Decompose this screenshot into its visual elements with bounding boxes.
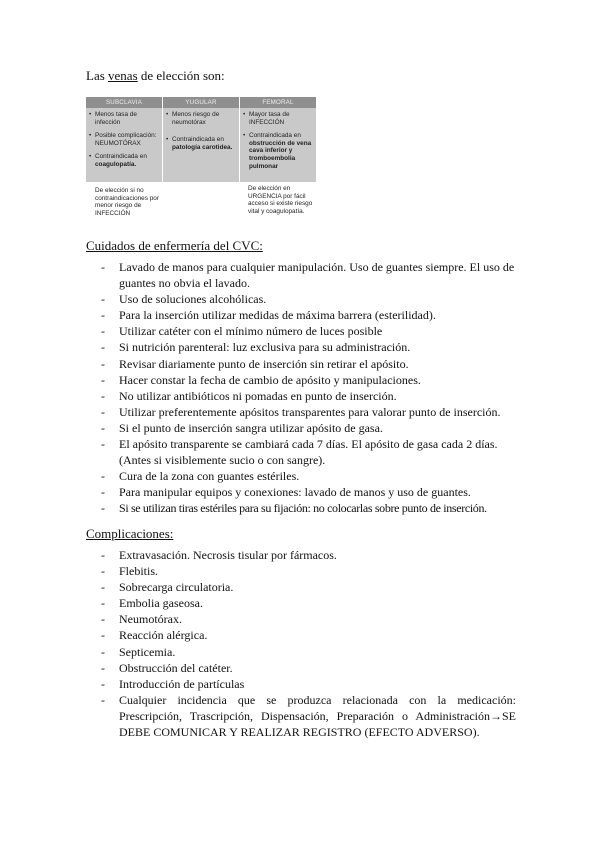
header-subclavia: SUBCLAVIA	[86, 97, 162, 108]
care-item: - El apósito transparente se cambiará cada 7 días. El apósito de gasa cada 2 días. (Antes si visiblemente sucio o con sangre).	[86, 436, 516, 468]
care-item: - No utilizar antibióticos ni pomadas en punto de inserción.	[86, 388, 516, 404]
care-item: - Cura de la zona con guantes estériles.	[86, 468, 516, 484]
subclavia-point: • Menos tasa de infección	[89, 111, 159, 126]
header-femoral: FEMORAL	[240, 97, 316, 108]
intro-post: de elección son:	[137, 68, 225, 83]
subclavia-point	[89, 153, 159, 168]
complication-item: - Obstrucción del catéter.	[86, 660, 516, 676]
care-heading: Cuidados de enfermería del CVC:	[86, 238, 263, 253]
femoral-point: • Mayor tasa de INFECCIÓN	[243, 111, 313, 126]
yugular-point	[166, 136, 236, 151]
subclavia-point-text: Contraindicada en	[95, 153, 147, 161]
yugular-point: • Menos riesgo de neumotórax	[166, 111, 236, 126]
care-item: - Revisar diariamente punto de inserción sin retirar el apósito.	[86, 356, 516, 372]
complications-heading: Complicaciones:	[86, 526, 174, 541]
complications-list	[86, 547, 516, 740]
complication-item: - Extravasación. Necrosis tisular por fármacos.	[86, 547, 516, 563]
care-list	[86, 259, 516, 517]
subclavia-note: De elección si no contraindicaciones por menor riesgo de INFECCIÓN	[95, 187, 159, 217]
subclavia-point-bold: coagulopatía.	[95, 160, 137, 168]
complication-item: - Septicemia.	[86, 644, 516, 660]
care-item: - Utilizar preferentemente apósitos transparentes para valorar punto de inserción.	[86, 404, 516, 420]
subclavia-column	[89, 111, 159, 175]
veins-table	[86, 97, 316, 227]
femoral-note: De elección en URGENCIA por fácil acceso si existe riesgo vital y coagulopatía.	[248, 185, 313, 215]
yugular-column	[166, 111, 236, 157]
yugular-point-bold: patología carotidea.	[172, 143, 233, 151]
care-item: - Utilizar catéter con el mínimo número de luces posible	[86, 323, 516, 339]
complication-item: - Sobrecarga circulatoria.	[86, 579, 516, 595]
complication-item: - Introducción de partículas	[86, 676, 516, 692]
header-yugular: YUGULAR	[163, 97, 239, 108]
care-item: - Si se utilizan tiras estériles para su fijación: no colocarlas sobre punto de inserción.	[86, 500, 516, 516]
care-item: - Si el punto de inserción sangra utilizar apósito de gasa.	[86, 420, 516, 436]
care-item: - Para manipular equipos y conexiones: lavado de manos y uso de guantes.	[86, 484, 516, 500]
care-item: - Si nutrición parenteral: luz exclusiva para su administración.	[86, 339, 516, 355]
femoral-point	[243, 132, 313, 170]
intro-underlined-word: venas	[108, 68, 138, 83]
subclavia-point: • Posible complicación: NEUMOTÓRAX	[89, 132, 159, 147]
femoral-column	[243, 111, 313, 176]
care-item: - Para la inserción utilizar medidas de máxima barrera (esterilidad).	[86, 307, 516, 323]
yugular-point-text: Contraindicada en	[172, 136, 224, 144]
femoral-point-bold: obstrucción de vena cava inferior y tromboembolia pulmonar	[249, 139, 312, 170]
intro-pre: Las	[86, 68, 109, 83]
complication-item: - Neumotórax.	[86, 611, 516, 627]
care-item: - Lavado de manos para cualquier manipulación. Uso de guantes siempre. El uso de guantes no obvia el lavado.	[86, 259, 516, 291]
complication-item: - Cualquier incidencia que se produzca relacionada con la medicación: Prescripción, Trascripción, Dispensación, Preparación o Administración→SE DEBE COMUNICAR Y REALIZAR REGISTRO (EFECTO ADVERSO).	[86, 692, 516, 740]
intro-line	[86, 68, 225, 84]
femoral-point-text: Contraindicada en	[249, 132, 301, 140]
complication-item: - Reacción alérgica.	[86, 627, 516, 643]
care-item: - Uso de soluciones alcohólicas.	[86, 291, 516, 307]
complication-item: - Flebitis.	[86, 563, 516, 579]
care-item: - Hacer constar la fecha de cambio de apósito y manipulaciones.	[86, 372, 516, 388]
complication-item: - Embolia gaseosa.	[86, 595, 516, 611]
